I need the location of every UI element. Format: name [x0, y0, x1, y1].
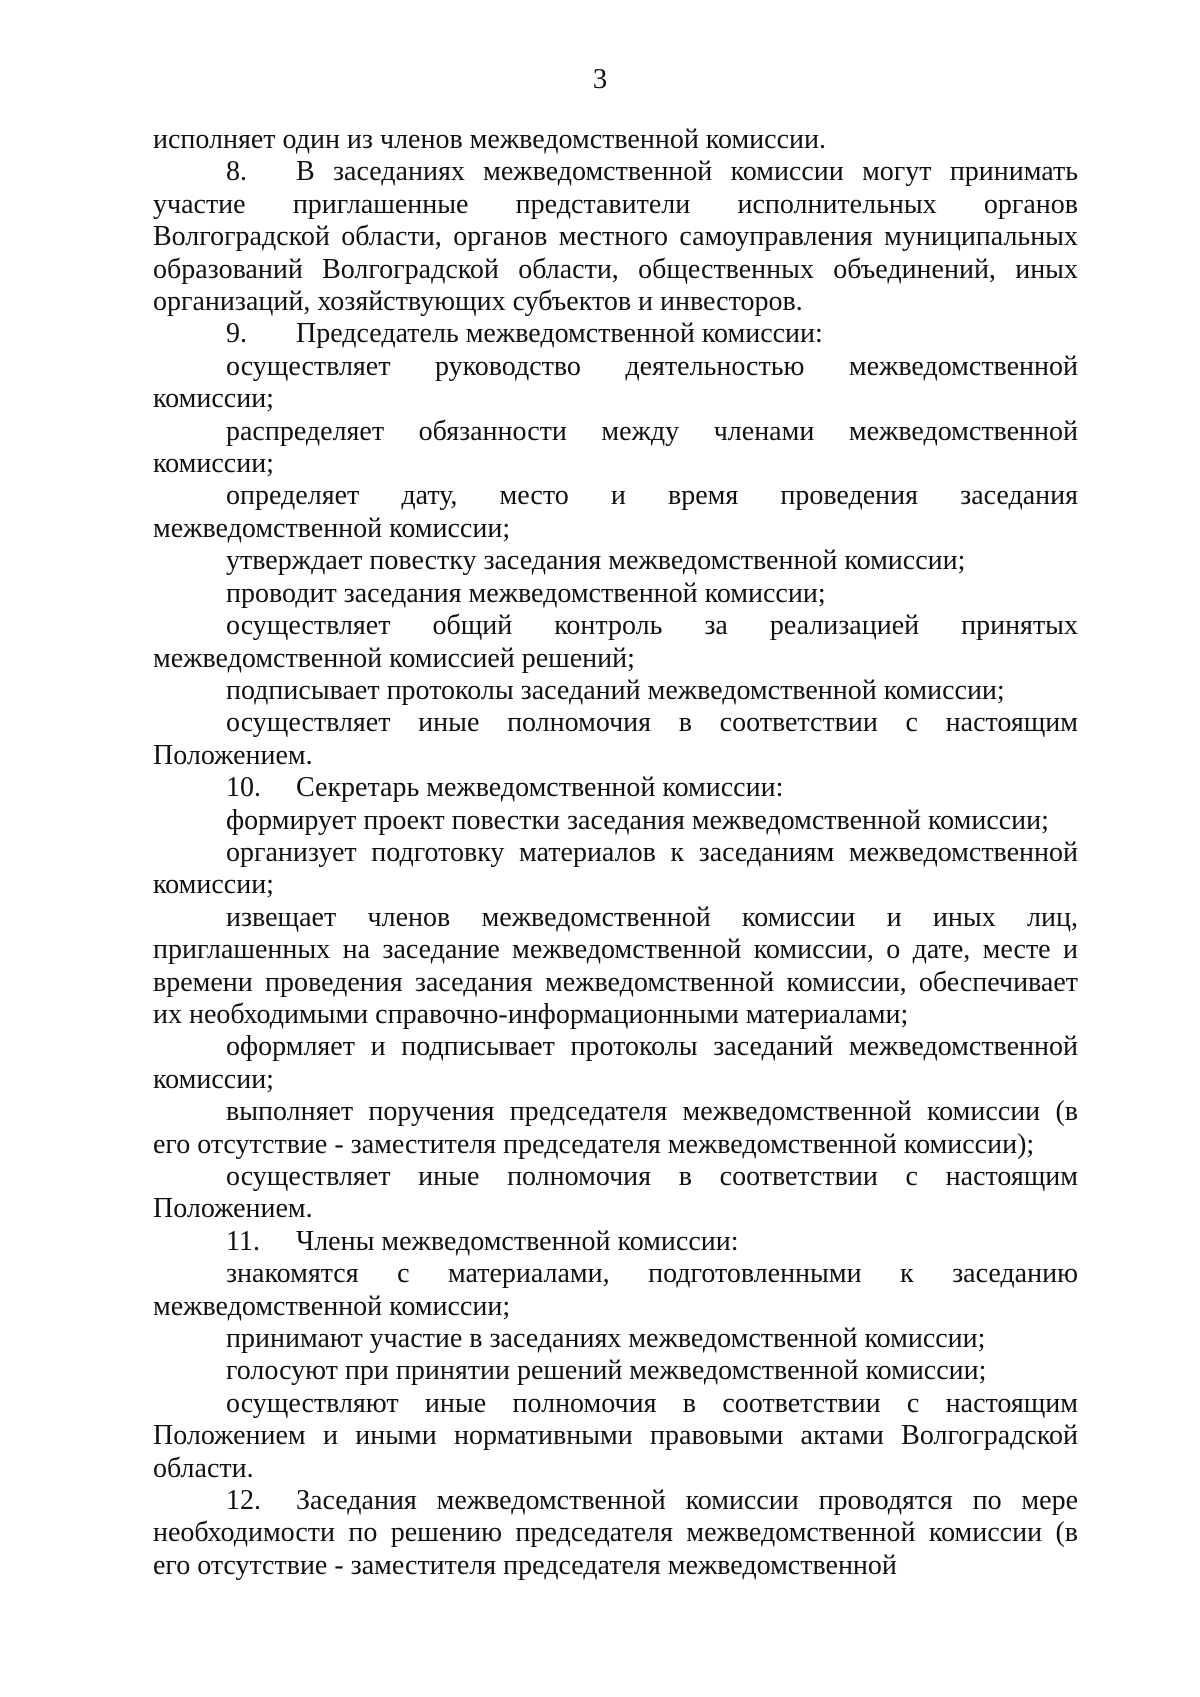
paragraph-text: определяет дату, место и время проведения заседания межведомственной комиссии;: [153, 480, 1078, 544]
numbered-paragraph: [153, 1485, 1078, 1582]
paragraph-text: Председатель межведомственной комиссии:: [296, 318, 823, 350]
numbered-paragraph: [153, 772, 1078, 804]
paragraph-number: 10.: [226, 772, 261, 804]
paragraph-text: осуществляет общий контроль за реализацией принятых межведомственной комиссией решений;: [153, 610, 1078, 674]
paragraph-text: выполняет поручения председателя межведомственной комиссии (в его отсутствие - заместителя председателя межведомственной комиссии);: [153, 1096, 1078, 1160]
page-number: 3: [592, 63, 608, 95]
numbered-paragraph: [153, 156, 1078, 318]
paragraph-number: 9.: [226, 318, 247, 350]
paragraph-text: извещает членов межведомственной комиссии и иных лиц, приглашенных на заседание межведомственной комиссии, о дате, месте и времени проведения заседания межведомственной комиссии, обеспечивает их необходимыми справочно-информационными материалами;: [153, 901, 1078, 1030]
paragraph-text: оформляет и подписывает протоколы заседаний межведомственной комиссии;: [153, 1031, 1078, 1095]
paragraph: [153, 545, 1078, 577]
paragraph: [153, 610, 1078, 675]
paragraph-text: принимают участие в заседаниях межведомственной комиссии;: [226, 1323, 986, 1355]
paragraph: [153, 1096, 1078, 1161]
paragraph: [153, 805, 1078, 837]
paragraph-text: распределяет обязанности между членами межведомственной комиссии;: [153, 415, 1078, 480]
paragraph: [153, 707, 1078, 772]
paragraph-text: осуществляет иные полномочия в соответствии с настоящим Положением.: [153, 1161, 1078, 1225]
paragraph: [153, 675, 1078, 707]
paragraph-text: утверждает повестку заседания межведомственной комиссии;: [226, 545, 966, 577]
paragraph-text: голосуют при принятии решений межведомственной комиссии;: [226, 1355, 987, 1387]
numbered-paragraph: [153, 1226, 1078, 1258]
paragraph: [153, 578, 1078, 610]
paragraph: [153, 124, 1078, 156]
paragraph: [153, 1355, 1078, 1387]
paragraph-number: 12.: [226, 1485, 261, 1517]
paragraph-text: проводит заседания межведомственной комиссии;: [226, 577, 826, 609]
paragraph-text: организует подготовку материалов к заседаниям межведомственной комиссии;: [153, 836, 1078, 901]
paragraph-text: В заседаниях межведомственной комиссии могут принимать участие приглашенные представители исполнительных органов Волгоградской области, органов местного самоуправления муниципальных образований Волгоградской области, общественных объединений, иных организаций, хозяйствующих субъектов и инвесторов.: [153, 156, 1078, 318]
paragraph: [153, 1323, 1078, 1355]
paragraph-text: знакомятся с материалами, подготовленными к заседанию межведомственной комиссии;: [153, 1258, 1078, 1322]
paragraph-text: Члены межведомственной комиссии:: [296, 1225, 739, 1257]
paragraph: [153, 480, 1078, 545]
paragraph: [153, 902, 1078, 1032]
paragraph-text: формирует проект повестки заседания межведомственной комиссии;: [226, 804, 1049, 836]
paragraph-text: Заседания межведомственной комиссии проводятся по мере необходимости по решению председателя межведомственной комиссии (в его отсутствие - заместителя председателя межведомственной: [153, 1485, 1078, 1581]
paragraph-text: подписывает протоколы заседаний межведомственной комиссии;: [226, 674, 1005, 706]
paragraph: [153, 837, 1078, 902]
paragraph: [153, 1031, 1078, 1096]
paragraph: [153, 1161, 1078, 1226]
paragraph-text: осуществляют иные полномочия в соответствии с настоящим Положением и иными нормативными правовыми актами Волгоградской области.: [153, 1387, 1078, 1484]
paragraph-text: осуществляет руководство деятельностью межведомственной комиссии;: [153, 350, 1078, 415]
paragraph-text: осуществляет иные полномочия в соответствии с настоящим Положением.: [153, 707, 1078, 771]
paragraph: [153, 416, 1078, 481]
document-body: [153, 124, 1078, 1582]
paragraph-number: 11.: [226, 1225, 260, 1257]
paragraph-text: исполняет один из членов межведомственной комиссии.: [153, 124, 826, 155]
paragraph: [153, 1388, 1078, 1485]
paragraph: [153, 1258, 1078, 1323]
numbered-paragraph: [153, 318, 1078, 350]
paragraph-text: Секретарь межведомственной комиссии:: [296, 772, 784, 804]
paragraph: [153, 351, 1078, 416]
paragraph-number: 8.: [226, 156, 247, 188]
